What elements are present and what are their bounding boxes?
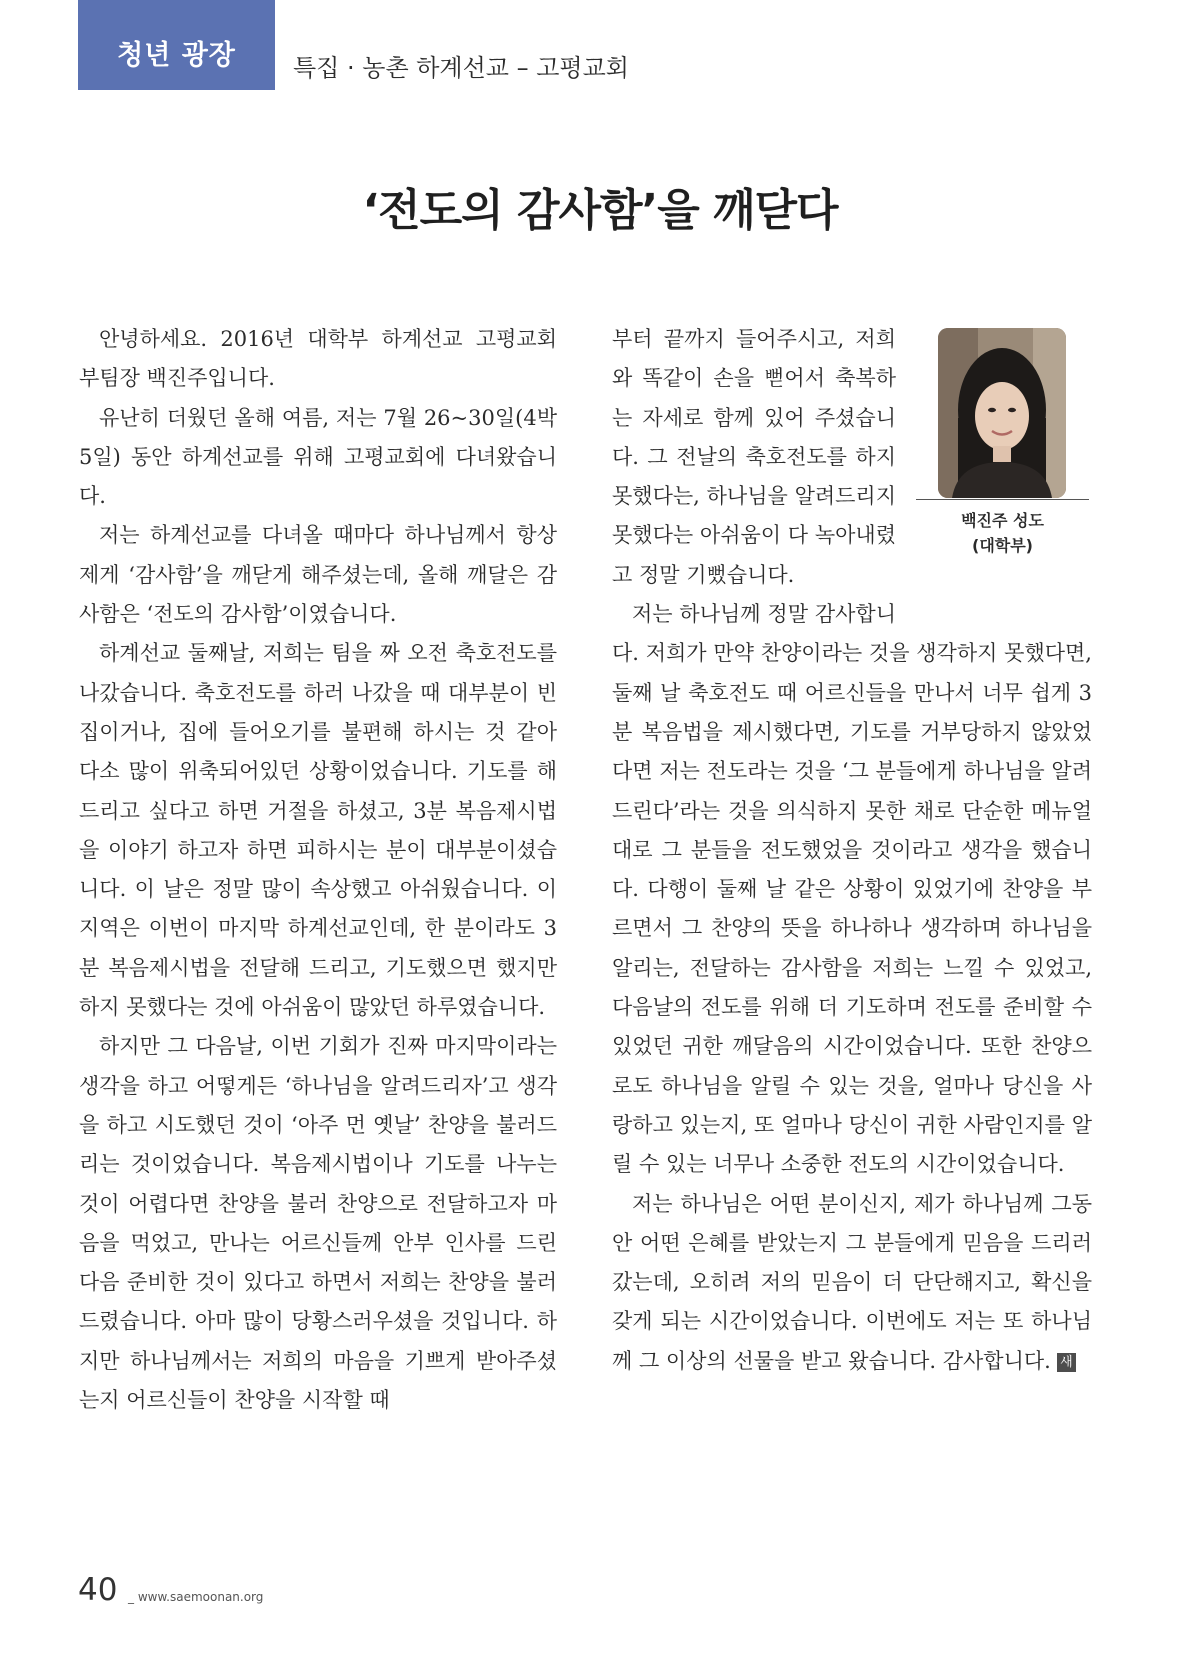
paragraph-final	[612, 1185, 1092, 1381]
paragraph: 저는 하나님께 정말 감사합니다. 저희가 만약 찬양이라는 것을 생각하지 못했다면, 둘째 날 축호전도 때 어르신들을 만나서 너무 쉽게 3분 복음법을 제시했다면, 기도를 거부당하지 않았었다면 저는 전도라는 것을 ‘그 분들에게 하나님을 알려드린다’라는 것을 의식하지 못한 채로 단순한 메뉴얼대로 그 분들을 전도했었을 것이라고 생각을 했습니다. 다행이 둘째 날 같은 상황이 있었기에 찬양을 부르면서 그 찬양의 뜻을 하나하나 생각하며 하나님을 알리는, 전달하는 감사함을 저희는 느낄 수 있었고, 다음날의 전도를 위해 더 기도하며 전도를 준비할 수 있었던 귀한 깨달음의 시간이었습니다. 또한 찬양으로도 하나님을 알릴 수 있는 것을, 얼마나 당신을 사랑하고 있는지, 또 얼마나 당신이 귀한 사람인지를 알릴 수 있는 너무나 소중한 전도의 시간이었습니다.	[612, 602, 1092, 1177]
article-title: ‘전도의 감사함’을 깨닫다	[362, 185, 838, 236]
article-column-left	[79, 320, 557, 1420]
caption-department: (대학부)	[972, 536, 1033, 555]
photo-divider	[916, 499, 1089, 500]
section-tab: 청년 광장	[78, 0, 275, 90]
paragraph: 안녕하세요. 2016년 대학부 하계선교 고평교회 부팀장 백진주입니다.	[79, 327, 557, 391]
photo-caption	[916, 508, 1089, 558]
portrait-image	[938, 328, 1066, 498]
site-url: _ www.saemoonan.org	[128, 1590, 264, 1604]
paragraph-continued: 부터 끝까지 들어주시고, 저희와 똑같이 손을 뻗어서 축복하는 자세로 함께 있어 주셨습니다. 그 전날의 축호전도를 하지 못했다는, 하나님을 알려드리지 못했다는 아쉬움이 다 녹아내렸고 정말 기뻤습니다.	[612, 327, 896, 587]
paragraph: 저는 하계선교를 다녀올 때마다 하나님께서 항상 제게 ‘감사함’을 깨닫게 해주셨는데, 올해 깨달은 감사함은 ‘전도의 감사함’이였습니다.	[79, 523, 557, 627]
caption-name: 백진주 성도	[961, 511, 1044, 530]
end-mark-icon: 새	[1057, 1353, 1076, 1372]
paragraph: 유난히 더웠던 올해 여름, 저는 7월 26~30일(4박 5일) 동안 하계선교를 위해 고평교회에 다녀왔습니다.	[79, 405, 557, 509]
profile-photo	[938, 328, 1066, 498]
paragraph: 하계선교 둘째날, 저희는 팀을 짜 오전 축호전도를 나갔습니다. 축호전도를 하러 나갔을 때 대부분이 빈 집이거나, 집에 들어오기를 불편해 하시는 것 같아 다소 많이 위축되어있던 상황이었습니다. 기도를 해드리고 싶다고 하면 거절을 하셨고, 3분 복음제시법을 이야기 하고자 하면 피하시는 분이 대부분이셨습니다. 이 날은 정말 많이 속상했고 아쉬웠습니다. 이 지역은 이번이 마지막 하계선교인데, 한 분이라도 3분 복음제시법을 전달해 드리고, 기도했으면 했지만 하지 못했다는 것에 아쉬움이 많았던 하루였습니다.	[79, 641, 557, 1020]
series-title: 특집 · 농촌 하계선교 – 고평교회	[293, 54, 629, 82]
final-paragraph-text: 저는 하나님은 어떤 분이신지, 제가 하나님께 그동안 어떤 은혜를 받았는지 그 분들에게 믿음을 드리러 갔는데, 오히려 저의 믿음이 더 단단해지고, 확신을 갖게 되는 시간이었습니다. 이번에도 저는 또 하나님께 그 이상의 선물을 받고 왔습니다. 감사합니다.	[612, 1191, 1092, 1373]
page-number: 40	[78, 1572, 118, 1608]
paragraph: 하지만 그 다음날, 이번 기회가 진짜 마지막이라는 생각을 하고 어떻게든 ‘하나님을 알려드리자’고 생각을 하고 시도했던 것이 ‘아주 먼 옛날’ 찬양을 불러드리는 것이었습니다. 복음제시법이나 기도를 나누는 것이 어렵다면 찬양을 불러 찬양으로 전달하고자 마음을 먹었고, 만나는 어르신들께 안부 인사를 드린 다음 준비한 것이 있다고 하면서 저희는 찬양을 불러드렸습니다. 아마 많이 당황스러우셨을 것입니다. 하지만 하나님께서는 저희의 마음을 기쁘게 받아주셨는지 어르신들이 찬양을 시작할 때	[79, 1034, 557, 1413]
